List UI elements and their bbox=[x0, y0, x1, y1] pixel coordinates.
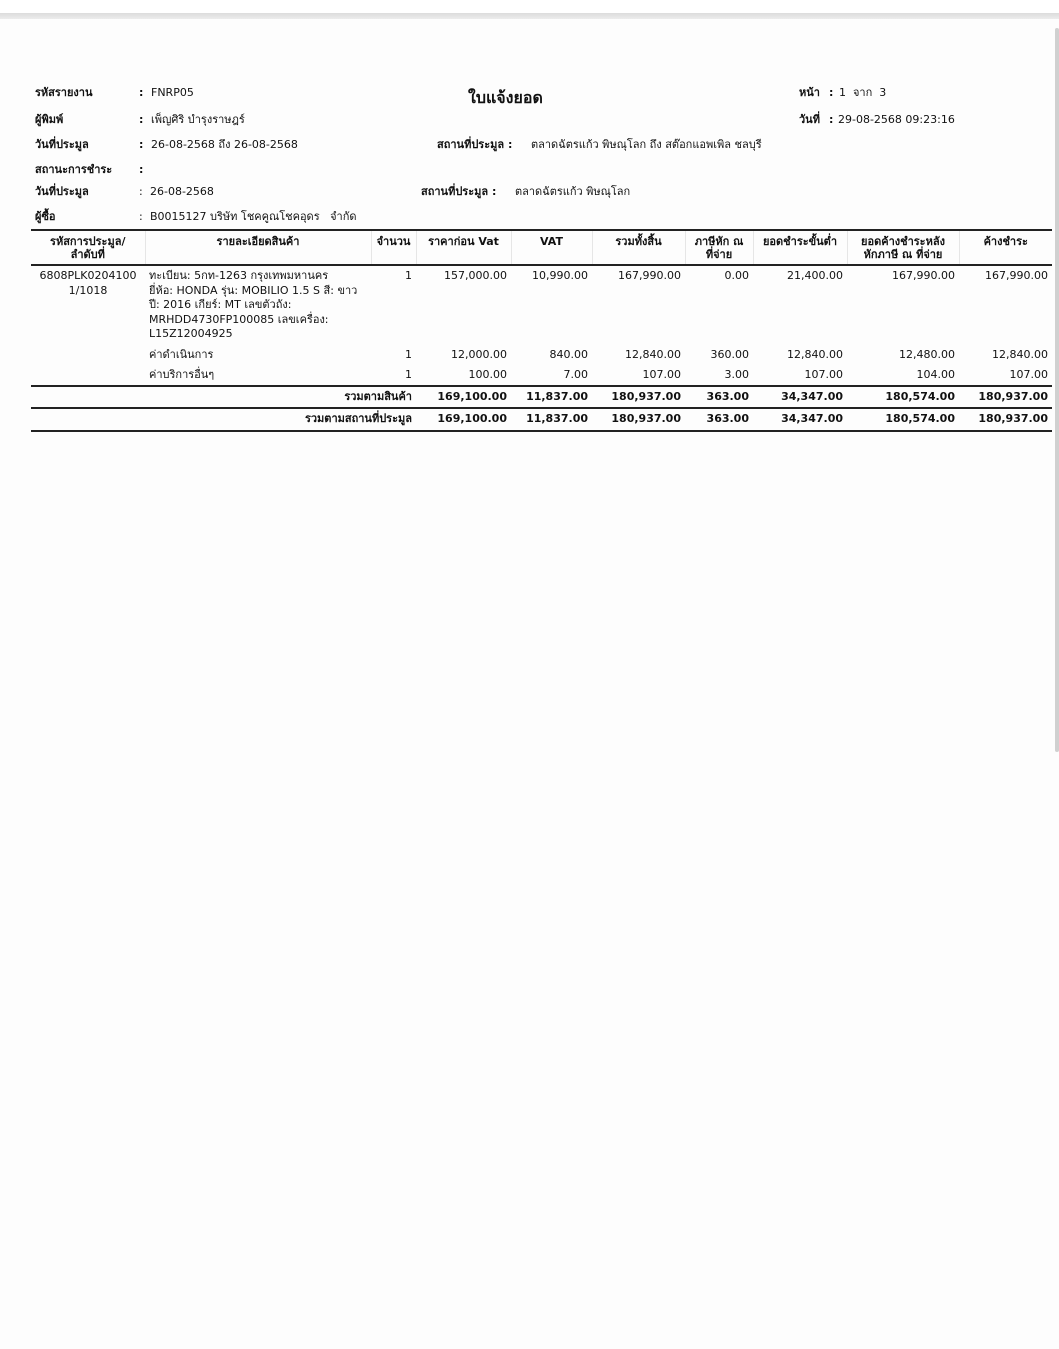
subtotal-label: รวมตามสินค้า bbox=[344, 389, 412, 403]
vat-cell: 11,837.00 bbox=[526, 412, 588, 425]
subtotal-by-location-row bbox=[31, 408, 1052, 431]
col-header-wht: ภาษีหัก ณ ที่จ่าย bbox=[685, 230, 753, 265]
vat-cell: 840.00 bbox=[549, 347, 588, 361]
price-cell: 12,000.00 bbox=[451, 347, 507, 361]
desc-line: ทะเบียน: 5กท-1263 กรุงเทพมหานคร bbox=[149, 269, 329, 282]
col-header-price-before-vat: ราคาก่อน Vat bbox=[416, 230, 511, 265]
total-cell: 180,937.00 bbox=[611, 412, 681, 425]
vat-cell: 10,990.00 bbox=[532, 269, 588, 282]
col-header-auction-code: รหัสการประมูล/ ลำดับที่ bbox=[50, 235, 126, 261]
table-row bbox=[31, 265, 1052, 344]
colon: : bbox=[139, 138, 144, 151]
wht-cell: 363.00 bbox=[706, 412, 749, 425]
description-cell: ค่าดำเนินการ bbox=[149, 347, 214, 361]
outstanding-after-wht-cell: 180,574.00 bbox=[885, 412, 955, 425]
printer-label: ผู้พิมพ์ bbox=[35, 113, 64, 126]
printer-value: เพ็ญศิริ บำรุงราษฎร์ bbox=[151, 113, 245, 126]
col-header-outstanding: ค้างชำระ bbox=[959, 230, 1052, 265]
outstanding-after-wht-cell: 12,480.00 bbox=[899, 347, 955, 361]
price-cell: 100.00 bbox=[468, 368, 507, 381]
outstanding-cell: 180,937.00 bbox=[978, 412, 1048, 425]
auction-date-range-label: วันที่ประมูล bbox=[35, 138, 89, 151]
subtotal-by-item-row bbox=[31, 386, 1052, 409]
vertical-scrollbar[interactable] bbox=[1055, 28, 1059, 752]
colon: : bbox=[139, 113, 144, 126]
auction-date-range-value: 26-08-2568 ถึง 26-08-2568 bbox=[151, 138, 298, 151]
colon: : bbox=[829, 86, 834, 99]
wht-cell: 363.00 bbox=[706, 389, 749, 403]
outstanding-cell: 180,937.00 bbox=[978, 389, 1048, 403]
report-code-value: FNRP05 bbox=[151, 86, 194, 99]
auction-date-label: วันที่ประมูล bbox=[35, 185, 89, 198]
page-label: หน้า bbox=[799, 86, 820, 99]
statement-table bbox=[31, 229, 1052, 432]
min-payment-cell: 34,347.00 bbox=[781, 412, 843, 425]
wht-cell: 360.00 bbox=[710, 347, 749, 361]
report-code-label: รหัสรายงาน bbox=[35, 86, 93, 99]
qty-cell: 1 bbox=[405, 269, 412, 282]
wht-cell: 3.00 bbox=[724, 368, 749, 381]
outstanding-cell: 107.00 bbox=[1009, 368, 1048, 381]
outstanding-cell: 12,840.00 bbox=[992, 347, 1048, 361]
subtotal-label: รวมตามสถานที่ประมูล bbox=[304, 412, 412, 425]
outstanding-after-wht-cell: 180,574.00 bbox=[885, 389, 955, 403]
location-range-value: ตลาดฉัตรแก้ว พิษณุโลก ถึง สต๊อกแอพเพิล ชลบุรี bbox=[531, 138, 762, 151]
price-cell: 169,100.00 bbox=[437, 389, 507, 403]
total-cell: 12,840.00 bbox=[625, 347, 681, 361]
buyer-label: ผู้ซื้อ bbox=[35, 210, 56, 223]
outstanding-after-wht-cell: 104.00 bbox=[916, 368, 955, 381]
colon: : bbox=[829, 113, 834, 126]
wht-cell: 0.00 bbox=[724, 269, 749, 282]
price-cell: 169,100.00 bbox=[437, 412, 507, 425]
col-header-description: รายละเอียดสินค้า bbox=[145, 230, 371, 265]
auction-code-cell: 6808PLK0204100 1/1018 bbox=[39, 269, 137, 297]
vat-cell: 11,837.00 bbox=[526, 389, 588, 403]
vat-cell: 7.00 bbox=[563, 368, 588, 381]
table-header-row bbox=[31, 230, 1052, 265]
price-cell: 157,000.00 bbox=[444, 269, 507, 282]
min-payment-cell: 21,400.00 bbox=[787, 269, 843, 282]
colon: : bbox=[139, 86, 144, 99]
col-header-min-payment: ยอดชำระขั้นต่ำ bbox=[753, 230, 847, 265]
qty-cell: 1 bbox=[405, 347, 412, 361]
print-date-value: 29-08-2568 09:23:16 bbox=[838, 113, 955, 126]
colon: : bbox=[139, 210, 143, 223]
location-range-label: สถานที่ประมูล : bbox=[437, 138, 513, 151]
description-cell bbox=[145, 265, 371, 344]
desc-line: L15Z12004925 bbox=[149, 327, 233, 340]
total-cell: 180,937.00 bbox=[611, 389, 681, 403]
qty-cell: 1 bbox=[405, 368, 412, 381]
location-label: สถานที่ประมูล : bbox=[421, 185, 497, 198]
colon: : bbox=[139, 163, 144, 176]
min-payment-cell: 34,347.00 bbox=[781, 389, 843, 403]
table-row bbox=[31, 364, 1052, 386]
viewer-top-bar bbox=[0, 0, 1059, 13]
col-header-outstanding-after-wht: ยอดค้างชำระหลัง หักภาษี ณ ที่จ่าย bbox=[847, 230, 959, 265]
buyer-value: B0015127 บริษัท โชคคูณโชคอุดร จำกัด bbox=[150, 210, 357, 223]
table-row bbox=[31, 344, 1052, 365]
outstanding-cell: 167,990.00 bbox=[985, 269, 1048, 282]
report-title: ใบแจ้งยอด bbox=[468, 88, 543, 107]
col-header-qty: จำนวน bbox=[371, 230, 416, 265]
print-date-label: วันที่ bbox=[799, 113, 820, 126]
desc-line: MRHDD4730FP100085 เลขเครื่อง: bbox=[149, 312, 329, 326]
payment-status-label: สถานะการชำระ bbox=[35, 163, 113, 176]
total-cell: 167,990.00 bbox=[618, 269, 681, 282]
min-payment-cell: 107.00 bbox=[804, 368, 843, 381]
location-value: ตลาดฉัตรแก้ว พิษณุโลก bbox=[515, 185, 631, 198]
total-cell: 107.00 bbox=[642, 368, 681, 381]
col-header-total: รวมทั้งสิ้น bbox=[592, 230, 685, 265]
desc-line: ปี: 2016 เกียร์: MT เลขตัวถัง: bbox=[149, 298, 292, 311]
desc-line: ยี่ห้อ: HONDA รุ่น: MOBILIO 1.5 S สี: ขาว bbox=[149, 283, 358, 297]
col-header-vat: VAT bbox=[511, 230, 592, 265]
min-payment-cell: 12,840.00 bbox=[787, 347, 843, 361]
description-cell: ค่าบริการอื่นๆ bbox=[149, 368, 215, 381]
page-value: 1 จาก 3 bbox=[839, 86, 887, 99]
auction-date-value: 26-08-2568 bbox=[150, 185, 214, 198]
colon: : bbox=[139, 185, 143, 198]
outstanding-after-wht-cell: 167,990.00 bbox=[892, 269, 955, 282]
